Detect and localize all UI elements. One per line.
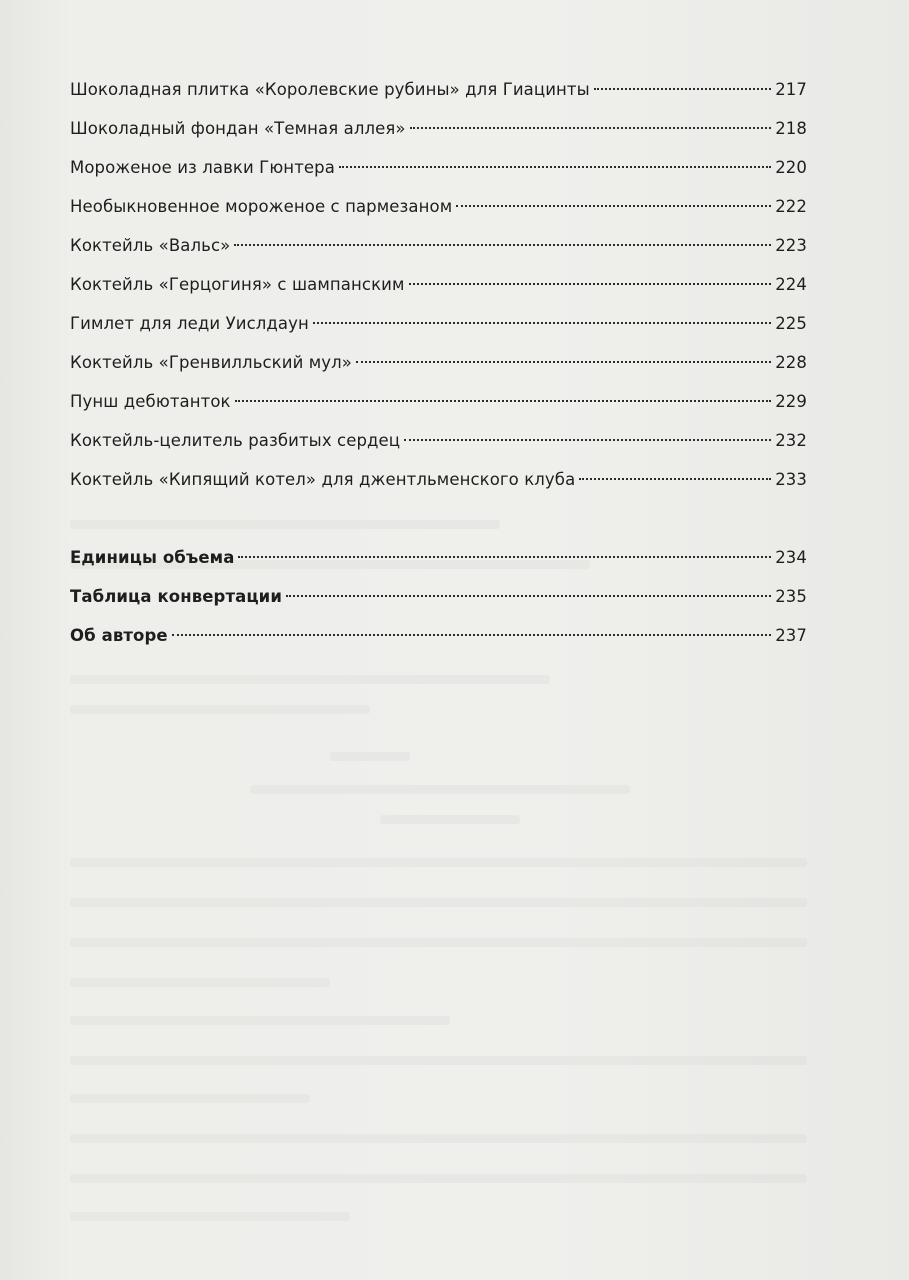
dot-leader <box>339 166 771 168</box>
toc-entry-page: 225 <box>775 314 807 333</box>
dot-leader <box>579 478 771 480</box>
toc-entry-title: Коктейль «Кипящий котел» для джентльменского клуба <box>70 470 576 489</box>
toc-section-title: Единицы объема <box>70 548 235 567</box>
toc-entry-title: Коктейль «Герцогиня» с шампанским <box>70 275 405 294</box>
toc-section[interactable] <box>70 583 807 622</box>
toc-entry[interactable] <box>70 76 807 115</box>
toc-entry-title: Коктейль «Гренвилльский мул» <box>70 353 352 372</box>
dot-leader <box>172 634 772 636</box>
toc-entry-title: Гимлет для леди Уислдаун <box>70 314 309 333</box>
dot-leader <box>410 127 772 129</box>
toc-entry-title: Мороженое из лавки Гюнтера <box>70 158 335 177</box>
toc-section-page: 234 <box>775 548 807 567</box>
dot-leader <box>235 400 772 402</box>
toc-entry-title: Необыкновенное мороженое с пармезаном <box>70 197 453 216</box>
dot-leader <box>594 88 771 90</box>
dot-leader <box>238 556 771 558</box>
section-spacer <box>70 505 807 544</box>
toc-entry-title: Шоколадная плитка «Королевские рубины» для Гиацинты <box>70 80 590 99</box>
toc-entry-title: Коктейль-целитель разбитых сердец <box>70 431 401 450</box>
toc-entry-title: Коктейль «Вальс» <box>70 236 231 255</box>
toc-section[interactable] <box>70 622 807 661</box>
toc-entry-page: 224 <box>775 275 807 294</box>
toc-entry-page: 228 <box>775 353 807 372</box>
dot-leader <box>404 439 771 441</box>
toc-entry[interactable] <box>70 271 807 310</box>
toc-entry-title: Пунш дебютанток <box>70 392 231 411</box>
toc-entry-page: 229 <box>775 392 807 411</box>
toc-entry[interactable] <box>70 388 807 427</box>
table-of-contents <box>70 76 807 661</box>
toc-entry[interactable] <box>70 349 807 388</box>
toc-entry[interactable] <box>70 427 807 466</box>
toc-entry-page: 222 <box>775 197 807 216</box>
toc-section-title: Об авторе <box>70 626 168 645</box>
toc-entry-page: 220 <box>775 158 807 177</box>
toc-entry-page: 232 <box>775 431 807 450</box>
toc-entry-page: 218 <box>775 119 807 138</box>
toc-entry[interactable] <box>70 193 807 232</box>
toc-section-title: Таблица конвертации <box>70 587 282 606</box>
toc-section-page: 235 <box>775 587 807 606</box>
dot-leader <box>286 595 771 597</box>
toc-entry[interactable] <box>70 154 807 193</box>
toc-entry[interactable] <box>70 466 807 505</box>
toc-section[interactable] <box>70 544 807 583</box>
toc-entry-title: Шоколадный фондан «Темная аллея» <box>70 119 406 138</box>
dot-leader <box>313 322 771 324</box>
toc-section-page: 237 <box>775 626 807 645</box>
toc-entry[interactable] <box>70 310 807 349</box>
toc-entry[interactable] <box>70 115 807 154</box>
dot-leader <box>234 244 771 246</box>
dot-leader <box>356 361 771 363</box>
toc-entry-page: 233 <box>775 470 807 489</box>
dot-leader <box>409 283 772 285</box>
dot-leader <box>456 205 771 207</box>
toc-entry-page: 217 <box>775 80 807 99</box>
toc-entry[interactable] <box>70 232 807 271</box>
toc-entry-page: 223 <box>775 236 807 255</box>
